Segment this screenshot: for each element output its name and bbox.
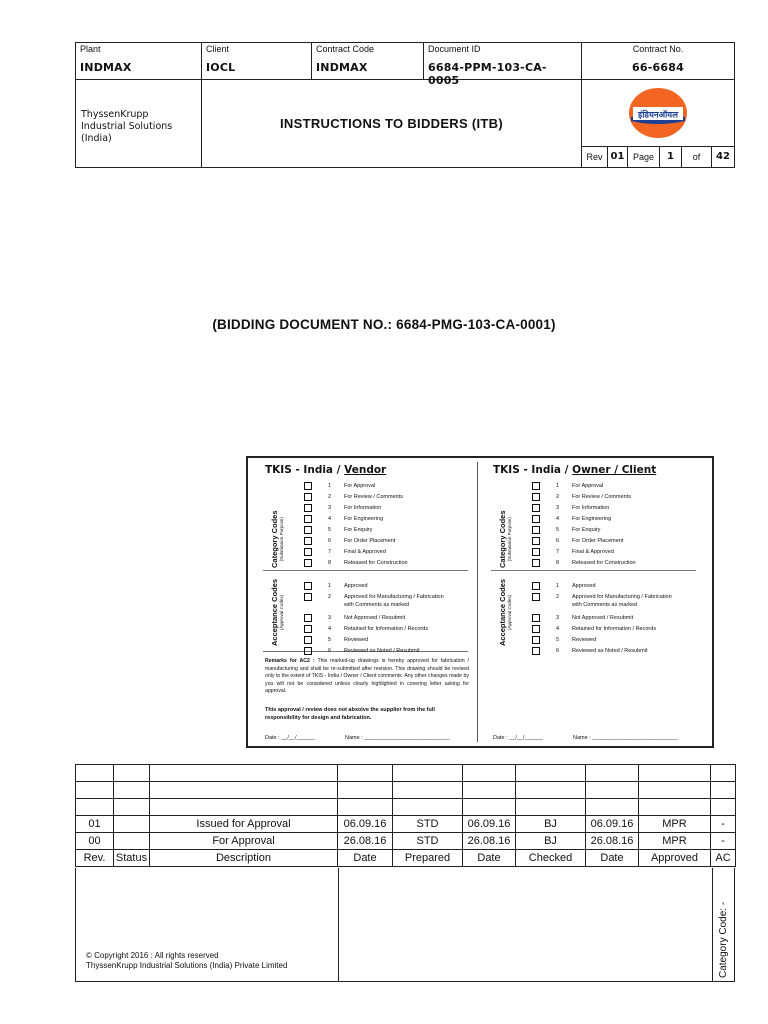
revision-cell: [516, 782, 586, 799]
checkbox[interactable]: [532, 537, 540, 545]
revision-cell: [114, 799, 150, 816]
of-label: of: [682, 147, 712, 167]
revision-column-header: Status: [114, 850, 150, 867]
code-text: For Engineering: [572, 516, 612, 522]
revision-cell: [711, 765, 736, 782]
checkbox[interactable]: [304, 636, 312, 644]
checkbox[interactable]: [304, 647, 312, 655]
code-number: 1: [328, 483, 332, 489]
revision-cell: STD: [393, 833, 463, 850]
checkbox[interactable]: [532, 515, 540, 523]
revision-cell: [516, 799, 586, 816]
indianoil-logo-icon: [627, 87, 689, 139]
contract-no-value: 66-6684: [632, 61, 684, 74]
revision-column-header: Date: [586, 850, 639, 867]
code-number: 1: [556, 483, 560, 489]
revision-cell: [338, 765, 393, 782]
revision-cell: BJ: [516, 816, 586, 833]
client-cell: [202, 43, 312, 79]
contract-code-label: Contract Code: [316, 44, 375, 54]
checkbox[interactable]: [532, 614, 540, 622]
revision-cell: MPR: [639, 816, 711, 833]
checkbox[interactable]: [532, 548, 540, 556]
code-number: 2: [556, 594, 560, 600]
checkbox[interactable]: [532, 526, 540, 534]
revision-cell: [150, 782, 338, 799]
code-number: 5: [556, 637, 560, 643]
code-number: 2: [328, 594, 332, 600]
code-text: Reviewed: [344, 637, 369, 643]
code-text: Approved: [572, 583, 596, 589]
revision-cell: 01: [76, 816, 114, 833]
checkbox[interactable]: [304, 582, 312, 590]
code-text: For Review / Comments: [572, 494, 631, 500]
revision-column-header: Date: [338, 850, 393, 867]
revision-column-header: Rev.: [76, 850, 114, 867]
checkbox[interactable]: [532, 493, 540, 501]
code-text: Released for Construction: [344, 560, 408, 566]
revision-cell: [463, 765, 516, 782]
code-text: Approved: [344, 583, 368, 589]
revision-cell: [114, 782, 150, 799]
checkbox[interactable]: [532, 636, 540, 644]
revision-column-header: Date: [463, 850, 516, 867]
revision-cell: 06.09.16: [463, 816, 516, 833]
checkbox[interactable]: [532, 593, 540, 601]
code-text: Final & Approved: [344, 549, 386, 555]
code-number: 3: [328, 615, 332, 621]
revision-cell: [338, 782, 393, 799]
footer-divider: [338, 868, 339, 981]
owner-panel-title: TKIS - India / Owner / Client: [493, 464, 657, 476]
contract-code-value: INDMAX: [316, 61, 368, 74]
code-text: For Order Placement: [572, 538, 624, 544]
revision-cell: 26.08.16: [586, 833, 639, 850]
checkbox[interactable]: [304, 526, 312, 534]
code-text: Retained for Information / Records: [344, 626, 429, 632]
revision-cell: MPR: [639, 833, 711, 850]
revision-cell: [463, 782, 516, 799]
rev-label: Rev: [582, 147, 608, 167]
revision-column-header: Description: [150, 850, 338, 867]
revision-cell: [639, 799, 711, 816]
code-number: 2: [328, 494, 332, 500]
code-text-continued: with Comments as marked: [572, 602, 638, 608]
document-header: [75, 42, 735, 168]
code-text: For Approval: [572, 483, 604, 489]
revision-column-header: AC: [711, 850, 736, 867]
code-number: 5: [328, 637, 332, 643]
checkbox[interactable]: [304, 482, 312, 490]
checkbox[interactable]: [304, 559, 312, 567]
revision-row: [76, 833, 736, 850]
acceptance-codes-label: Acceptance Codes (Approval Codes): [498, 578, 512, 646]
code-number: 4: [328, 626, 332, 632]
copyright-line-1: © Copyright 2016 : All rights reserved: [86, 951, 219, 960]
contract-no-cell: [582, 43, 734, 79]
code-number: 6: [328, 538, 332, 544]
code-number: 7: [556, 549, 560, 555]
revision-cell: [393, 765, 463, 782]
code-number: 6: [556, 538, 560, 544]
checkbox[interactable]: [304, 614, 312, 622]
revision-cell: [114, 833, 150, 850]
plant-cell: [76, 43, 202, 79]
code-text: For Enquiry: [344, 527, 373, 533]
revision-cell: [586, 765, 639, 782]
code-text: Approved for Manufacturing / Fabrication: [344, 594, 444, 600]
code-text: For Engineering: [344, 516, 384, 522]
code-number: 8: [328, 560, 332, 566]
revision-cell: [76, 799, 114, 816]
acceptance-codes-label: Acceptance Codes (Approval Codes): [270, 578, 284, 646]
code-text: Not Approved / Resubmit: [572, 615, 634, 621]
revision-row: [76, 799, 736, 816]
revision-cell: [586, 799, 639, 816]
remarks-ac2: Remarks for AC2 : This marked-up drawings is hereby approved for fabrication / manufacturing and shall be re-submitted after revision. This drawing should be revised only to the extent of TKIS - India / Owner / Client comments. Any other changes made by you will not be considered unless clearly highlighted in covering letter asking for approval.: [265, 658, 469, 694]
indianoil-logo: [582, 79, 734, 147]
code-number: 3: [556, 615, 560, 621]
code-number: 4: [556, 626, 560, 632]
revision-cell: [150, 799, 338, 816]
code-number: 7: [328, 549, 332, 555]
date-name-line: Date : __/__/______ Name : ____________________________: [265, 735, 450, 741]
plant-value: INDMAX: [80, 61, 132, 74]
approval-stamp: [246, 456, 714, 748]
document-id-cell: [424, 43, 582, 87]
copyright-line-2: ThyssenKrupp Industrial Solutions (India) Private Limited: [86, 961, 288, 970]
revision-column-header: Prepared: [393, 850, 463, 867]
date-name-line: Date : __/__/______ Name : ____________________________: [493, 735, 678, 741]
code-number: 3: [328, 505, 332, 511]
checkbox[interactable]: [532, 625, 540, 633]
client-value: IOCL: [206, 61, 236, 74]
company-name: [76, 79, 202, 167]
code-text: Reviewed: [572, 637, 597, 643]
revision-cell: [393, 782, 463, 799]
total-pages: 42: [716, 151, 730, 162]
checkbox[interactable]: [304, 515, 312, 523]
code-number: 8: [556, 560, 560, 566]
revision-cell: [76, 765, 114, 782]
code-text: For Order Placement: [344, 538, 396, 544]
vendor-panel-title: TKIS - India / Vendor: [265, 464, 387, 476]
approval-note: This approval / review does not absolve the supplier from the full responsibility for design and fabrication.: [265, 707, 435, 721]
revision-cell: [76, 782, 114, 799]
checkbox[interactable]: [532, 647, 540, 655]
category-codes-label: Category Codes (Submission Purpose): [498, 510, 512, 568]
code-text: For Approval: [344, 483, 376, 489]
code-number: 1: [328, 583, 332, 589]
checkbox[interactable]: [304, 537, 312, 545]
plant-label: Plant: [80, 44, 101, 54]
code-number: 4: [556, 516, 560, 522]
footer-divider: [712, 868, 713, 981]
revision-cell: [114, 816, 150, 833]
section-separator: [263, 570, 468, 571]
revision-cell: [711, 799, 736, 816]
header-meta-row: [76, 43, 734, 87]
revision-row: [76, 765, 736, 782]
code-text: Not Approved / Resubmit: [344, 615, 406, 621]
revision-column-header: Approved: [639, 850, 711, 867]
revision-cell: -: [711, 833, 736, 850]
revision-cell: For Approval: [150, 833, 338, 850]
revision-cell: [393, 799, 463, 816]
document-footer: [75, 868, 735, 982]
code-number: 5: [328, 527, 332, 533]
owner-client-panel: [476, 458, 704, 746]
code-text: For Review / Comments: [344, 494, 403, 500]
section-separator: [491, 570, 696, 571]
revision-cell: 26.08.16: [338, 833, 393, 850]
vendor-panel: [248, 458, 476, 746]
checkbox[interactable]: [304, 504, 312, 512]
revision-cell: BJ: [516, 833, 586, 850]
revision-cell: [463, 799, 516, 816]
code-number: 6: [556, 648, 560, 654]
revision-cell: [586, 782, 639, 799]
code-text: For Information: [344, 505, 382, 511]
code-text: Released for Construction: [572, 560, 636, 566]
checkbox[interactable]: [304, 593, 312, 601]
category-code: Category Code: -: [718, 901, 729, 978]
code-number: 1: [556, 583, 560, 589]
code-text: Reviewed as Noted / Resubmit: [344, 648, 420, 654]
revision-page-row: [582, 147, 734, 167]
document-id-label: Document ID: [428, 44, 481, 54]
contract-code-cell: [312, 43, 424, 79]
code-text: Reviewed as Noted / Resubmit: [572, 648, 648, 654]
revision-cell: [516, 765, 586, 782]
revision-cell: [711, 782, 736, 799]
code-text: Approved for Manufacturing / Fabrication: [572, 594, 672, 600]
revision-cell: 26.08.16: [463, 833, 516, 850]
revision-table-body: [76, 765, 736, 867]
revision-cell: -: [711, 816, 736, 833]
code-number: 6: [328, 648, 332, 654]
page-label: Page: [628, 147, 660, 167]
document-id-value: 6684-PPM-103-CA-0005: [428, 61, 547, 87]
category-codes-label: Category Codes (Submission Purpose): [270, 510, 284, 568]
copyright-notice: [86, 951, 287, 971]
code-number: 4: [328, 516, 332, 522]
company-line-1: ThyssenKrupp: [81, 109, 149, 120]
code-text: Final & Approved: [572, 549, 614, 555]
revision-cell: [150, 765, 338, 782]
checkbox[interactable]: [304, 625, 312, 633]
revision-row: [76, 816, 736, 833]
checkbox[interactable]: [304, 548, 312, 556]
rev-value: 01: [608, 147, 628, 167]
contract-no-label: Contract No.: [632, 44, 684, 54]
revision-cell: [639, 782, 711, 799]
revision-cell: 06.09.16: [338, 816, 393, 833]
logo-text: इंडियनऑयल: [638, 110, 678, 120]
code-text: For Information: [572, 505, 610, 511]
bidding-document-number: (BIDDING DOCUMENT NO.: 6684-PMG-103-CA-0001): [212, 317, 556, 332]
revision-row: [76, 782, 736, 799]
checkbox[interactable]: [532, 504, 540, 512]
code-text: For Enquiry: [572, 527, 601, 533]
revision-header-row: [76, 850, 736, 867]
code-text-continued: with Comments as marked: [344, 602, 410, 608]
checkbox[interactable]: [532, 582, 540, 590]
code-number: 5: [556, 527, 560, 533]
revision-cell: STD: [393, 816, 463, 833]
company-line-2: Industrial Solutions (India): [81, 121, 173, 144]
client-label: Client: [206, 44, 230, 54]
code-text: Retained for Information / Records: [572, 626, 657, 632]
page-value: 1: [660, 147, 682, 167]
revision-cell: Issued for Approval: [150, 816, 338, 833]
revision-cell: [114, 765, 150, 782]
code-number: 3: [556, 505, 560, 511]
revision-table: [75, 764, 736, 867]
revision-cell: [338, 799, 393, 816]
code-number: 2: [556, 494, 560, 500]
checkbox[interactable]: [532, 482, 540, 490]
revision-column-header: Checked: [516, 850, 586, 867]
revision-cell: 06.09.16: [586, 816, 639, 833]
document-title: INSTRUCTIONS TO BIDDERS (ITB): [202, 79, 582, 167]
checkbox[interactable]: [304, 493, 312, 501]
checkbox[interactable]: [532, 559, 540, 567]
revision-cell: 00: [76, 833, 114, 850]
revision-cell: [639, 765, 711, 782]
